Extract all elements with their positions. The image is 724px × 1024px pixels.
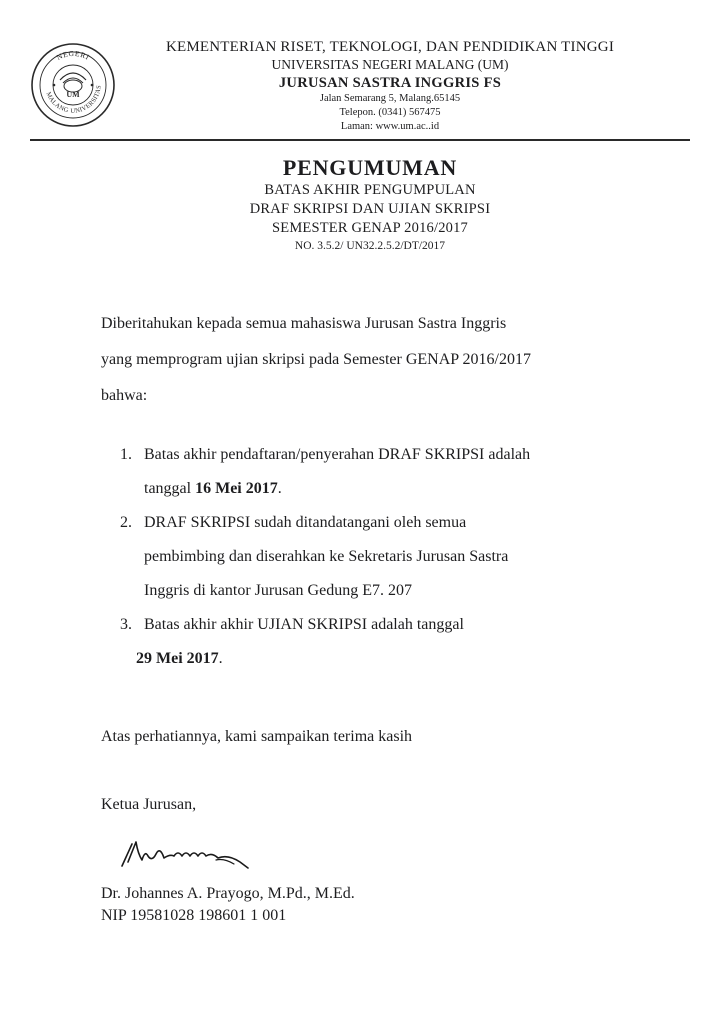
- announcement-title: PENGUMUMAN: [282, 155, 458, 180]
- deadline-date: 16 Mei 2017: [195, 480, 278, 497]
- signer-block: [101, 883, 355, 927]
- seal-text-top: NEGERI: [55, 48, 92, 62]
- svg-text:NEGERI: [55, 49, 91, 62]
- university-name: UNIVERSITAS NEGERI MALANG (UM): [271, 56, 509, 72]
- intro-paragraph: [101, 306, 661, 414]
- handwritten-signature: [112, 832, 262, 878]
- website: Laman: www.um.ac..id: [340, 121, 440, 133]
- university-seal-logo: [30, 42, 116, 128]
- seal-text-left: UNIVERSITAS: [70, 84, 103, 115]
- list-item-number: 1.: [120, 446, 132, 463]
- list-item-text: .: [277, 480, 282, 497]
- letterhead: [110, 38, 670, 134]
- seal-text-right: MALANG: [44, 91, 70, 115]
- list-item-line: [144, 472, 640, 506]
- list-item: [120, 438, 640, 506]
- list-item-number: 2.: [120, 514, 132, 531]
- announcement-list: [120, 438, 640, 676]
- closing-text: Atas perhatiannya, kami sampaikan terima kasih: [101, 728, 413, 745]
- department-name: JURUSAN SASTRA INGGRIS FS: [278, 74, 502, 91]
- signer-name: Dr. Johannes A. Prayogo, M.Pd., M.Ed.: [101, 885, 355, 902]
- list-item-line: Batas akhir akhir UJIAN SKRIPSI adalah tanggal: [144, 616, 464, 633]
- announcement-subtitle-line: SEMESTER GENAP 2016/2017: [272, 220, 468, 237]
- list-item-line: Batas akhir pendaftaran/penyerahan DRAF SKRIPSI adalah: [144, 446, 531, 463]
- announcement-subtitle-line: DRAF SKRIPSI DAN UJIAN SKRIPSI: [249, 201, 491, 218]
- letterhead-divider: [30, 139, 690, 141]
- list-item-line: DRAF SKRIPSI sudah ditandatangani oleh semua: [144, 514, 467, 531]
- intro-line: bahwa:: [101, 387, 148, 404]
- document-number: NO. 3.5.2/ UN32.2.5.2/DT/2017: [294, 239, 446, 252]
- signer-nip: NIP 19581028 198601 1 001: [101, 907, 287, 924]
- announcement-heading: [110, 155, 630, 254]
- announcement-subtitle-line: BATAS AKHIR PENGUMPULAN: [264, 182, 476, 199]
- phone: Telepon. (0341) 567475: [339, 106, 441, 118]
- list-item: [120, 506, 640, 608]
- list-item-line: [136, 642, 640, 676]
- signer-role: Ketua Jurusan,: [101, 796, 197, 813]
- intro-line: yang memprogram ujian skripsi pada Semester GENAP 2016/2017: [101, 351, 531, 368]
- list-item-number: 3.: [120, 616, 132, 633]
- ministry-name: KEMENTERIAN RISET, TEKNOLOGI, DAN PENDIDIKAN TINGGI: [165, 39, 615, 55]
- list-item-text: tanggal: [144, 480, 196, 497]
- deadline-date: 29 Mei 2017: [136, 650, 219, 667]
- list-item-text: .: [218, 650, 223, 667]
- intro-line: Diberitahukan kepada semua mahasiswa Jurusan Sastra Inggris: [101, 315, 507, 332]
- list-item: [120, 608, 640, 676]
- list-item-line: Inggris di kantor Jurusan Gedung E7. 207: [144, 582, 412, 599]
- address: Jalan Semarang 5, Malang.65145: [319, 92, 461, 104]
- seal-text-center: UM: [66, 90, 80, 99]
- list-item-line: pembimbing dan diserahkan ke Sekretaris Jurusan Sastra: [144, 548, 509, 565]
